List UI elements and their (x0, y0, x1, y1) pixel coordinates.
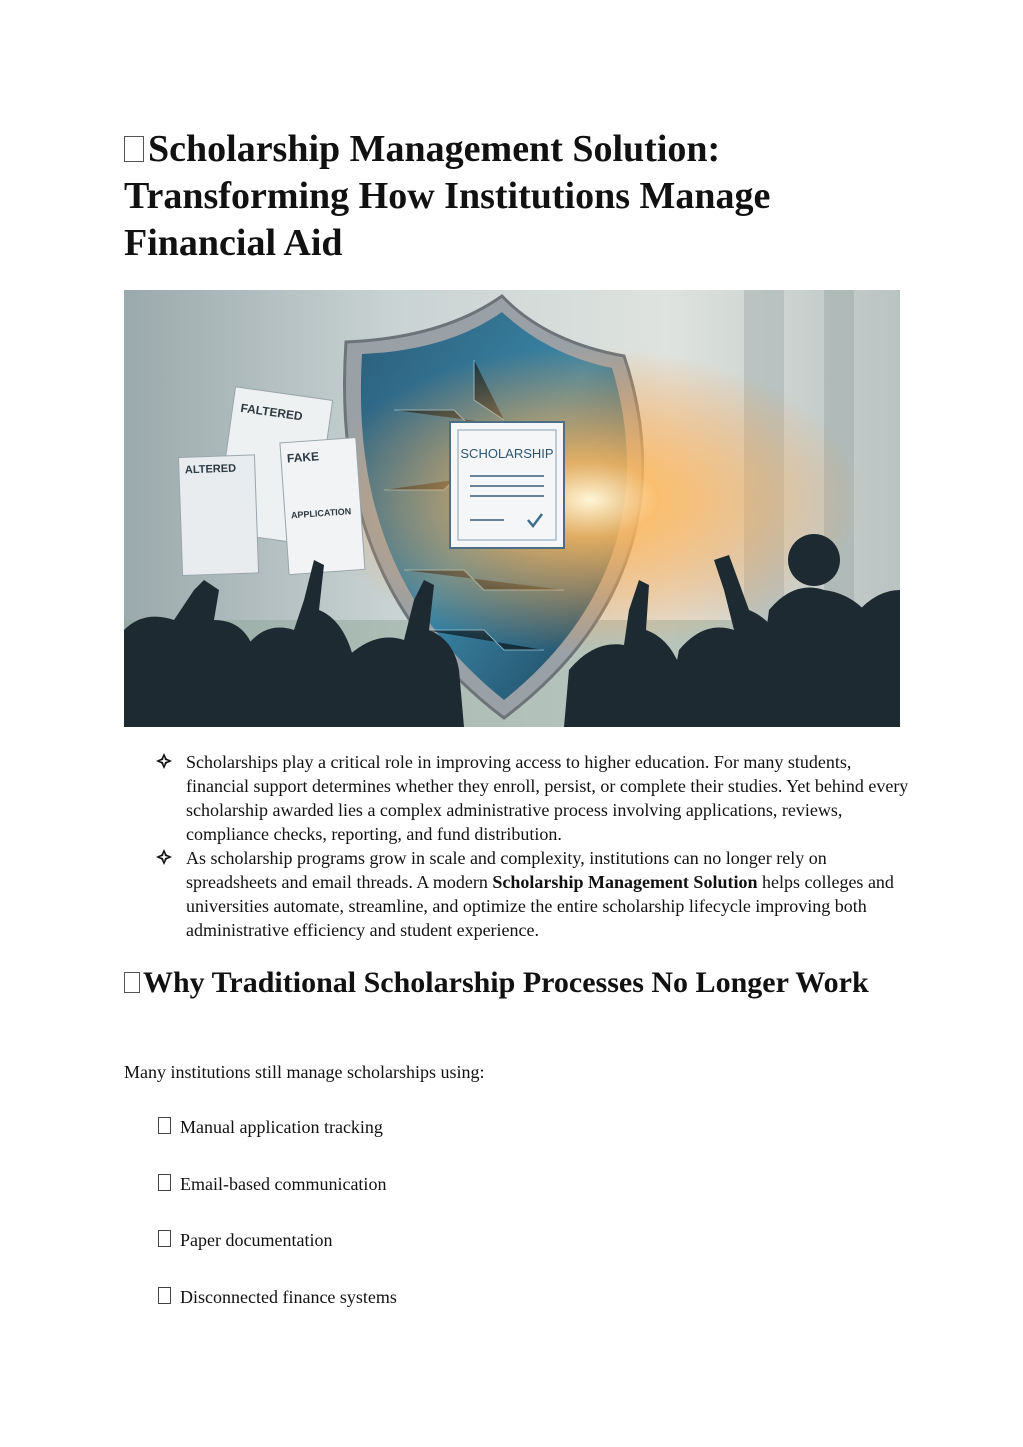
checkbox-glyph-icon (158, 1174, 171, 1191)
list-item: Scholarships play a critical role in improving access to higher education. For many students, financial support determines whether they enroll, persist, or complete their studies. Yet behind every scholarship awarded lies a complex administrative process involving applications, reviews, compliance checks, reporting, and fund distribution. (155, 750, 915, 846)
list-item: As scholarship programs grow in scale and complexity, institutions can no longer rely on spreadsheets and email threads. A modern Scholarship Management Solution helps colleges and universities automate, streamline, and optimize the entire scholarship lifecycle improving both administrative efficiency and student experience. (155, 846, 915, 942)
section-heading: Why Traditional Scholarship Processes No Longer Work (124, 965, 884, 1001)
list-item: Paper documentation (158, 1228, 332, 1252)
bold-term: Scholarship Management Solution (492, 872, 758, 892)
doc-label-application: APPLICATION (290, 506, 352, 521)
bullet-list (155, 750, 915, 942)
list-item: Manual application tracking (158, 1115, 383, 1139)
checkbox-glyph-icon (158, 1287, 171, 1304)
list-item: Disconnected finance systems (158, 1285, 397, 1309)
section-intro: Many institutions still manage scholarships using: (124, 1062, 485, 1082)
checkbox-glyph-icon (158, 1230, 171, 1247)
page-title: Scholarship Management Solution: Transforming How Institutions Manage Financial Aid (124, 128, 771, 264)
doc-label-faltered: FALTERED (239, 400, 304, 424)
missing-glyph-icon (124, 972, 140, 993)
hero-image (124, 290, 900, 727)
shield-label: SCHOLARSHIP (460, 446, 554, 461)
list-item: Email-based communication (158, 1172, 386, 1196)
doc-label-altered: ALTERED (184, 462, 237, 477)
diamond-bullet-icon (155, 848, 173, 866)
missing-glyph-icon (124, 136, 144, 162)
checkbox-glyph-icon (158, 1117, 171, 1134)
diamond-bullet-icon (155, 752, 173, 770)
shield-illustration (124, 290, 900, 727)
doc-label-fake: FAKE (286, 449, 320, 466)
